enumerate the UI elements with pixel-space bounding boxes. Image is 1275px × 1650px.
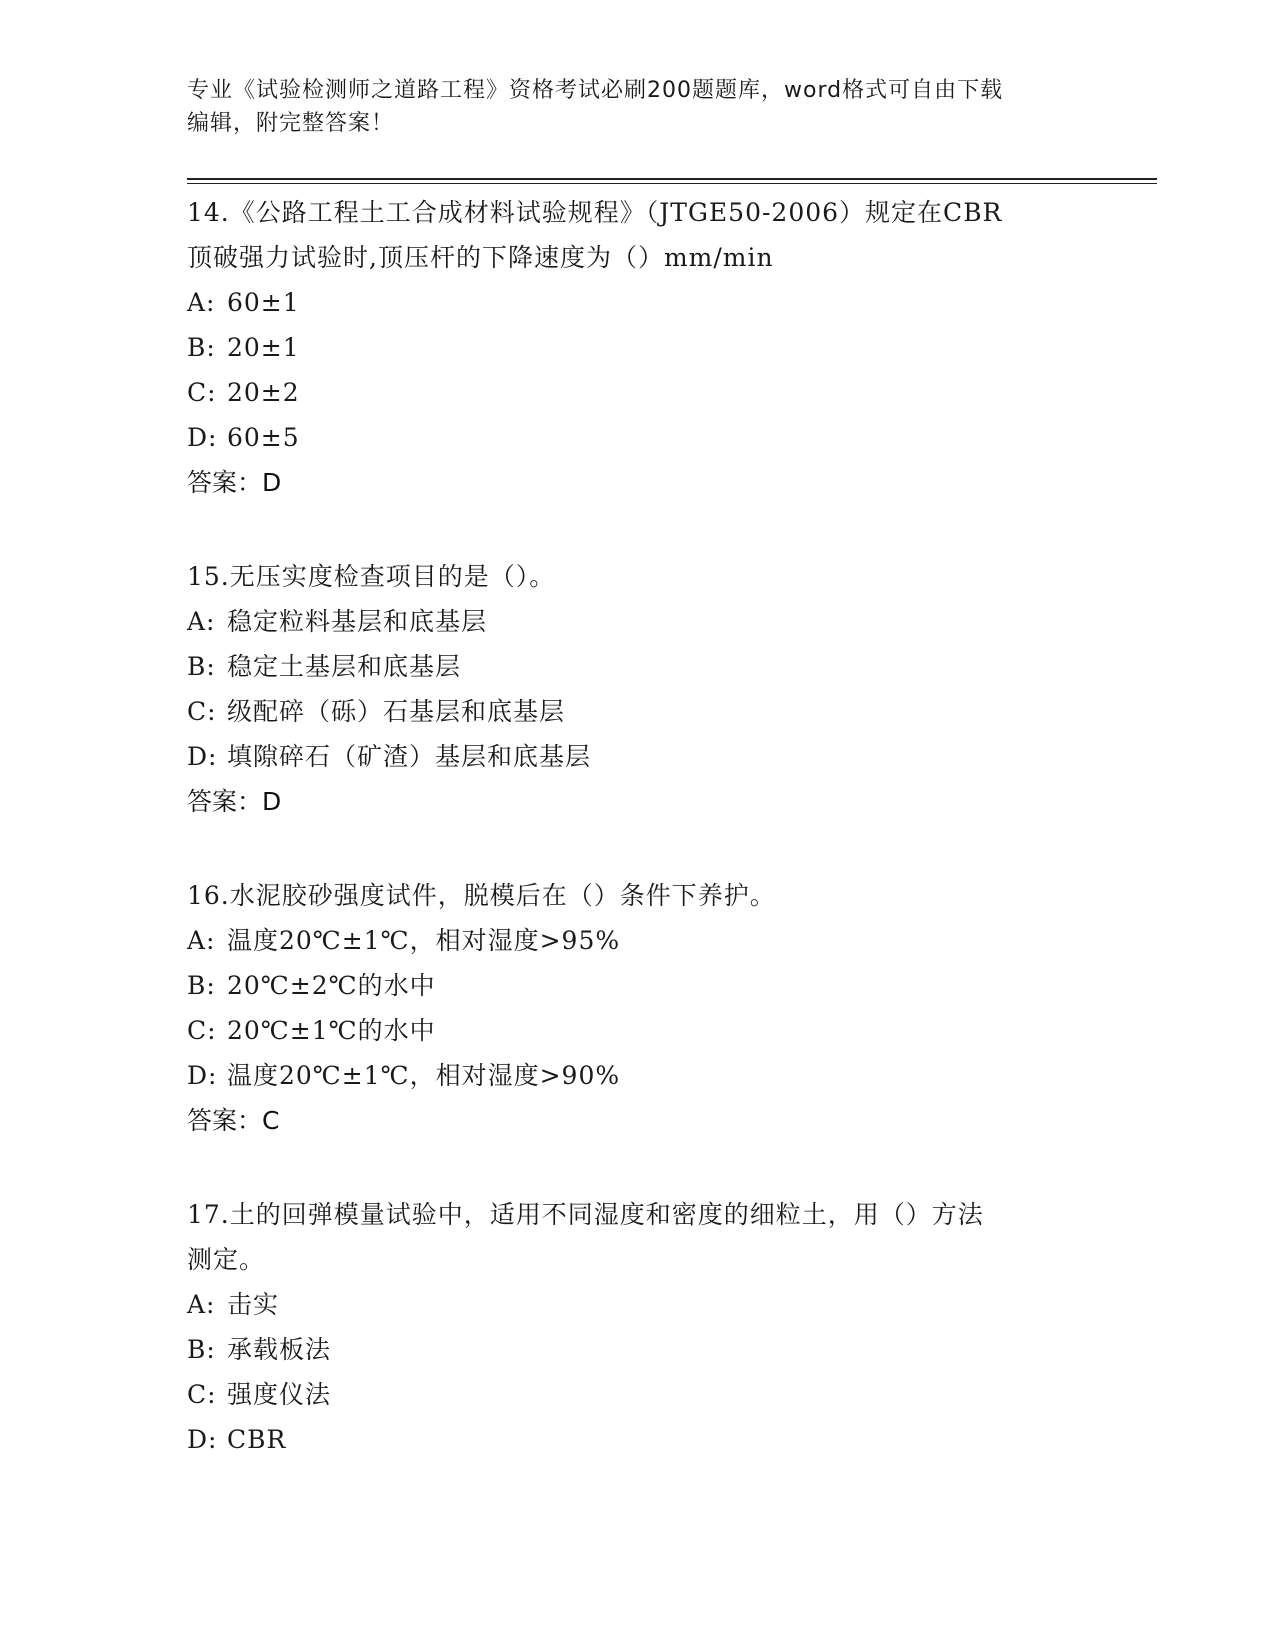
option-d: [187, 734, 1087, 779]
question-15: [187, 554, 1087, 824]
option-text: 20±1: [227, 333, 300, 362]
option-b: [187, 1327, 1087, 1372]
option-text: 强度仪法: [227, 1380, 332, 1409]
option-letter: A:: [187, 1290, 216, 1319]
question-stem-line-1: 14.《公路工程土工合成材料试验规程》（JTGE50-2006）规定在CBR: [187, 198, 1003, 227]
option-text: 击实: [227, 1290, 280, 1319]
option-text: 稳定粒料基层和底基层: [227, 607, 488, 636]
option-letter: A:: [187, 288, 216, 317]
option-text: 稳定土基层和底基层: [227, 652, 462, 681]
option-c: [187, 1008, 1087, 1053]
question-stem-line-2: 测定。: [187, 1245, 266, 1274]
option-letter: B:: [187, 652, 216, 681]
option-letter: D:: [187, 1425, 218, 1454]
option-text: 20℃±2℃的水中: [227, 971, 436, 1000]
answer-line: 答案：D: [187, 787, 282, 816]
option-letter: B:: [187, 333, 216, 362]
option-text: 温度20℃±1℃，相对湿度>95%: [227, 926, 621, 955]
question-16: [187, 873, 1087, 1143]
option-letter: C:: [187, 697, 217, 726]
question-stem-line-1: 16.水泥胶砂强度试件，脱模后在（）条件下养护。: [187, 881, 776, 910]
option-letter: B:: [187, 971, 216, 1000]
option-text: 温度20℃±1℃，相对湿度>90%: [227, 1061, 621, 1090]
option-a: [187, 280, 1087, 325]
option-letter: A:: [187, 607, 216, 636]
option-letter: C:: [187, 1016, 217, 1045]
header-divider-thick: [187, 178, 1157, 180]
option-c: [187, 370, 1087, 415]
option-text: 60±5: [227, 423, 300, 452]
option-c: [187, 689, 1087, 734]
option-a: [187, 918, 1087, 963]
question-list: [187, 190, 1087, 1511]
option-letter: A:: [187, 926, 216, 955]
option-text: 20℃±1℃的水中: [227, 1016, 436, 1045]
option-letter: D:: [187, 423, 218, 452]
question-stem-line-1: 15.无压实度检查项目的是（）。: [187, 562, 556, 591]
question-stem-line-1: 17.土的回弹模量试验中，适用不同湿度和密度的细粒土，用（）方法: [187, 1200, 984, 1229]
option-b: [187, 325, 1087, 370]
header-divider-thin: [187, 183, 1157, 184]
option-d: [187, 1417, 1087, 1462]
option-d: [187, 415, 1087, 460]
option-a: [187, 599, 1087, 644]
option-letter: D:: [187, 742, 218, 771]
option-letter: B:: [187, 1335, 216, 1364]
question-17: [187, 1192, 1087, 1462]
option-letter: C:: [187, 1380, 217, 1409]
option-text: 级配碎（砾）石基层和底基层: [227, 697, 566, 726]
option-text: 承载板法: [227, 1335, 332, 1364]
option-c: [187, 1372, 1087, 1417]
answer-line: 答案：C: [187, 1106, 280, 1135]
answer-line: 答案：D: [187, 468, 282, 497]
option-text: 填隙碎石（矿渣）基层和底基层: [227, 742, 592, 771]
question-stem-line-2: 顶破强力试验时,顶压杆的下降速度为（）mm/min: [187, 243, 774, 272]
option-d: [187, 1053, 1087, 1098]
option-b: [187, 963, 1087, 1008]
option-letter: D:: [187, 1061, 218, 1090]
option-letter: C:: [187, 378, 217, 407]
header-line-1: 专业《试验检测师之道路工程》资格考试必刷200题题库，word格式可自由下载: [187, 78, 1004, 103]
option-text: 20±2: [227, 378, 300, 407]
document-header: [187, 74, 1087, 140]
option-a: [187, 1282, 1087, 1327]
option-text: 60±1: [227, 288, 300, 317]
option-text: CBR: [227, 1425, 287, 1454]
option-b: [187, 644, 1087, 689]
header-line-2: 编辑，附完整答案！: [187, 111, 395, 136]
question-14: [187, 190, 1087, 505]
